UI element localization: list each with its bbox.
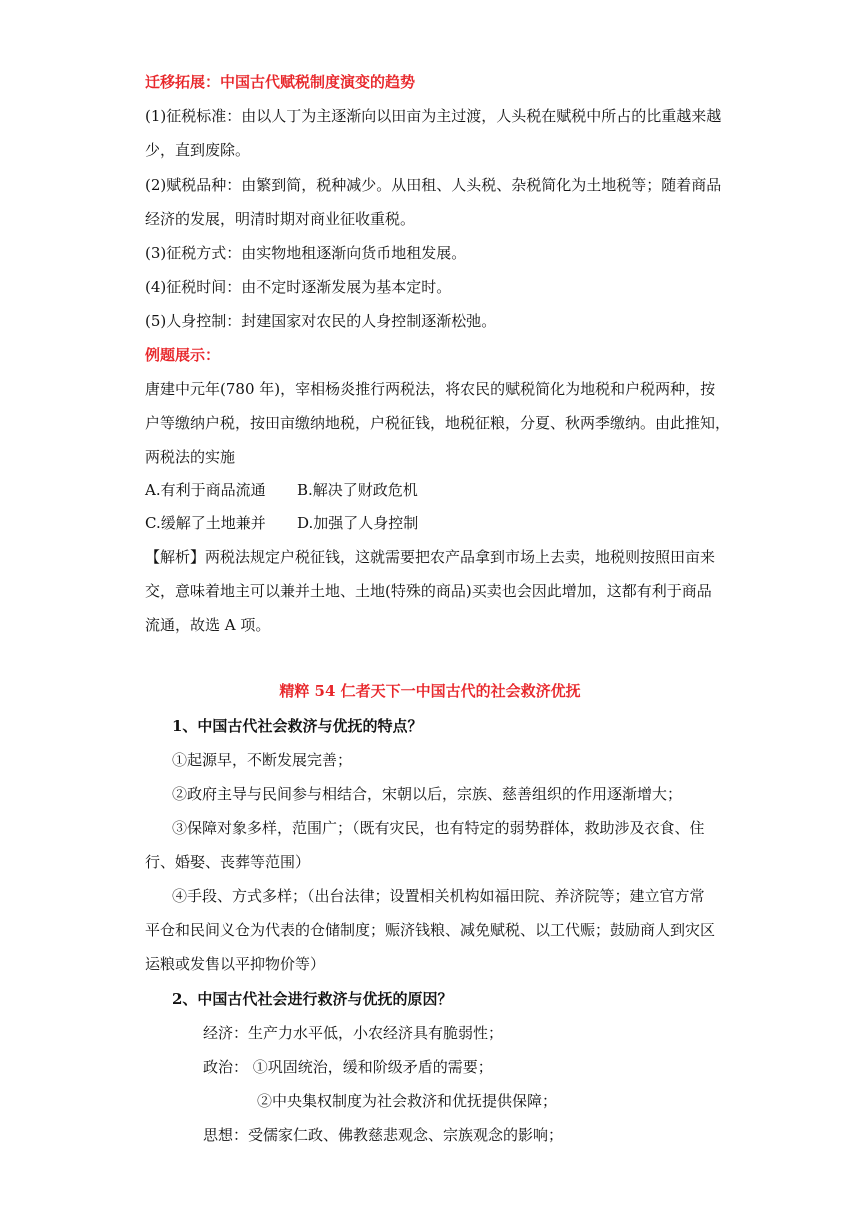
reason-line: ②中央集权制度为社会救济和优抚提供保障； — [257, 1092, 558, 1110]
reason-line: 政治： ①巩固统治，缓和阶级矛盾的需要； — [203, 1058, 493, 1076]
section-title-social-relief: 精粹 54 仁者天下一中国古代的社会救济优抚 — [279, 682, 581, 700]
feature-line: 运粮或发售以平抑物价等） — [145, 955, 326, 973]
option-b: B.解决了财政危机 — [297, 481, 418, 499]
question-line: 两税法的实施 — [145, 448, 236, 466]
paragraph-line: 经济的发展，明清时期对商业征收重税。 — [145, 210, 416, 228]
feature-line: 平仓和民间义仓为代表的仓储制度；赈济钱粮、减免赋税、以工代赈；鼓励商人到灾区 — [145, 921, 716, 939]
reason-line: 经济：生产力水平低，小农经济具有脆弱性； — [203, 1024, 504, 1042]
reason-line: 思想：受儒家仁政、佛教慈悲观念、宗族观念的影响； — [203, 1126, 564, 1144]
paragraph-line: (2)赋税品种：由繁到简，税种减少。从田租、人头税、杂税简化为土地税等；随着商品 — [145, 176, 722, 194]
option-a: A.有利于商品流通 — [145, 481, 266, 499]
feature-line: ③保障对象多样，范围广；（既有灾民，也有特定的弱势群体，救助涉及衣食、住 — [172, 819, 705, 837]
feature-line: ①起源早，不断发展完善； — [172, 751, 353, 769]
analysis-line: 流通，故选 A 项。 — [145, 616, 271, 634]
paragraph-line: (1)征税标准：由以人丁为主逐渐向以田亩为主过渡，人头税在赋税中所占的比重越来越 — [145, 107, 722, 125]
example-heading: 例题展示： — [145, 346, 221, 364]
paragraph-line: (5)人身控制：封建国家对农民的人身控制逐渐松弛。 — [145, 312, 497, 330]
analysis-line: 【解析】两税法规定户税征钱，这就需要把农产品拿到市场上去卖，地税则按照田亩来 — [145, 548, 716, 566]
feature-line: ②政府主导与民间参与相结合，宋朝以后，宗族、慈善组织的作用逐渐增大； — [172, 785, 683, 803]
paragraph-line: 少，直到废除。 — [145, 141, 251, 159]
question-line: 唐建中元年(780 年)，宰相杨炎推行两税法，将农民的赋税简化为地税和户税两种，按 — [145, 380, 716, 398]
paragraph-line: (4)征税时间：由不定时逐渐发展为基本定时。 — [145, 278, 452, 296]
option-c: C.缓解了土地兼并 — [145, 514, 266, 532]
option-d: D.加强了人身控制 — [297, 514, 419, 532]
feature-line: ④手段、方式多样；（出台法律；设置相关机构如福田院、养济院等；建立官方常 — [172, 887, 705, 905]
question-line: 户等缴纳户税，按田亩缴纳地税，户税征钱，地税征粮，分夏、秋两季缴纳。由此推知， — [145, 414, 731, 432]
section-heading-tax-trend: 迁移拓展：中国古代赋税制度演变的趋势 — [145, 73, 416, 91]
analysis-line: 交，意味着地主可以兼并土地、土地(特殊的商品)买卖也会因此增加，这都有利于商品 — [145, 582, 712, 600]
question-2-heading: 2、中国古代社会进行救济与优抚的原因？ — [172, 990, 453, 1008]
question-1-heading: 1、中国古代社会救济与优抚的特点？ — [172, 717, 423, 735]
paragraph-line: (3)征税方式：由实物地租逐渐向货币地租发展。 — [145, 244, 467, 262]
feature-line: 行、婚娶、丧葬等范围） — [145, 853, 311, 871]
